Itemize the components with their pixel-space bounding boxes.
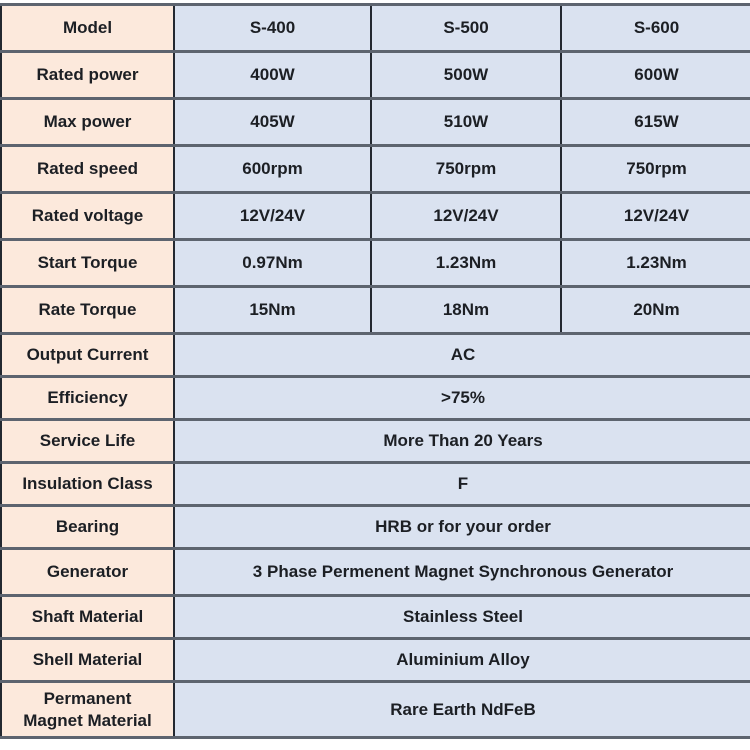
cell-value: S-600 bbox=[561, 5, 750, 52]
spec-table bbox=[0, 3, 750, 739]
row-label: Output Current bbox=[1, 334, 174, 377]
cell-value: 3 Phase Permenent Magnet Synchronous Generator bbox=[174, 549, 750, 596]
cell-value: AC bbox=[174, 334, 750, 377]
cell-value: 405W bbox=[174, 99, 371, 146]
table-row bbox=[1, 506, 750, 549]
cell-value: 500W bbox=[371, 52, 561, 99]
row-label: Start Torque bbox=[1, 240, 174, 287]
cell-value: Rare Earth NdFeB bbox=[174, 682, 750, 738]
cell-value: F bbox=[174, 463, 750, 506]
row-label: Shaft Material bbox=[1, 596, 174, 639]
row-label: Insulation Class bbox=[1, 463, 174, 506]
cell-value: 750rpm bbox=[561, 146, 750, 193]
row-label: Rated power bbox=[1, 52, 174, 99]
table-row bbox=[1, 334, 750, 377]
row-label: Model bbox=[1, 5, 174, 52]
cell-value: 600rpm bbox=[174, 146, 371, 193]
cell-value: 0.97Nm bbox=[174, 240, 371, 287]
table-row bbox=[1, 52, 750, 99]
cell-value: HRB or for your order bbox=[174, 506, 750, 549]
cell-value: 615W bbox=[561, 99, 750, 146]
row-label: Max power bbox=[1, 99, 174, 146]
cell-value: 1.23Nm bbox=[561, 240, 750, 287]
cell-value: 600W bbox=[561, 52, 750, 99]
cell-value: >75% bbox=[174, 377, 750, 420]
row-label: Rated voltage bbox=[1, 193, 174, 240]
row-label: Efficiency bbox=[1, 377, 174, 420]
cell-value: 510W bbox=[371, 99, 561, 146]
cell-value: Stainless Steel bbox=[174, 596, 750, 639]
table-row bbox=[1, 463, 750, 506]
table-row bbox=[1, 99, 750, 146]
row-label: Shell Material bbox=[1, 639, 174, 682]
cell-value: 400W bbox=[174, 52, 371, 99]
row-label: Rated speed bbox=[1, 146, 174, 193]
cell-value: 18Nm bbox=[371, 287, 561, 334]
cell-value: 1.23Nm bbox=[371, 240, 561, 287]
row-label: Bearing bbox=[1, 506, 174, 549]
table-row bbox=[1, 549, 750, 596]
table-row bbox=[1, 596, 750, 639]
cell-value: 12V/24V bbox=[371, 193, 561, 240]
cell-value: 20Nm bbox=[561, 287, 750, 334]
table-row bbox=[1, 5, 750, 52]
row-label: Rate Torque bbox=[1, 287, 174, 334]
table-row bbox=[1, 240, 750, 287]
row-label: Generator bbox=[1, 549, 174, 596]
row-label: Service Life bbox=[1, 420, 174, 463]
table-row bbox=[1, 682, 750, 738]
cell-value: Aluminium Alloy bbox=[174, 639, 750, 682]
cell-value: 15Nm bbox=[174, 287, 371, 334]
row-label: Permanent Magnet Material bbox=[1, 682, 174, 738]
table-row bbox=[1, 420, 750, 463]
cell-value: 12V/24V bbox=[174, 193, 371, 240]
table-row bbox=[1, 377, 750, 420]
cell-value: 12V/24V bbox=[561, 193, 750, 240]
table-row bbox=[1, 193, 750, 240]
cell-value: 750rpm bbox=[371, 146, 561, 193]
table-row bbox=[1, 287, 750, 334]
table-row bbox=[1, 639, 750, 682]
cell-value: S-400 bbox=[174, 5, 371, 52]
cell-value: S-500 bbox=[371, 5, 561, 52]
cell-value: More Than 20 Years bbox=[174, 420, 750, 463]
table-row bbox=[1, 146, 750, 193]
